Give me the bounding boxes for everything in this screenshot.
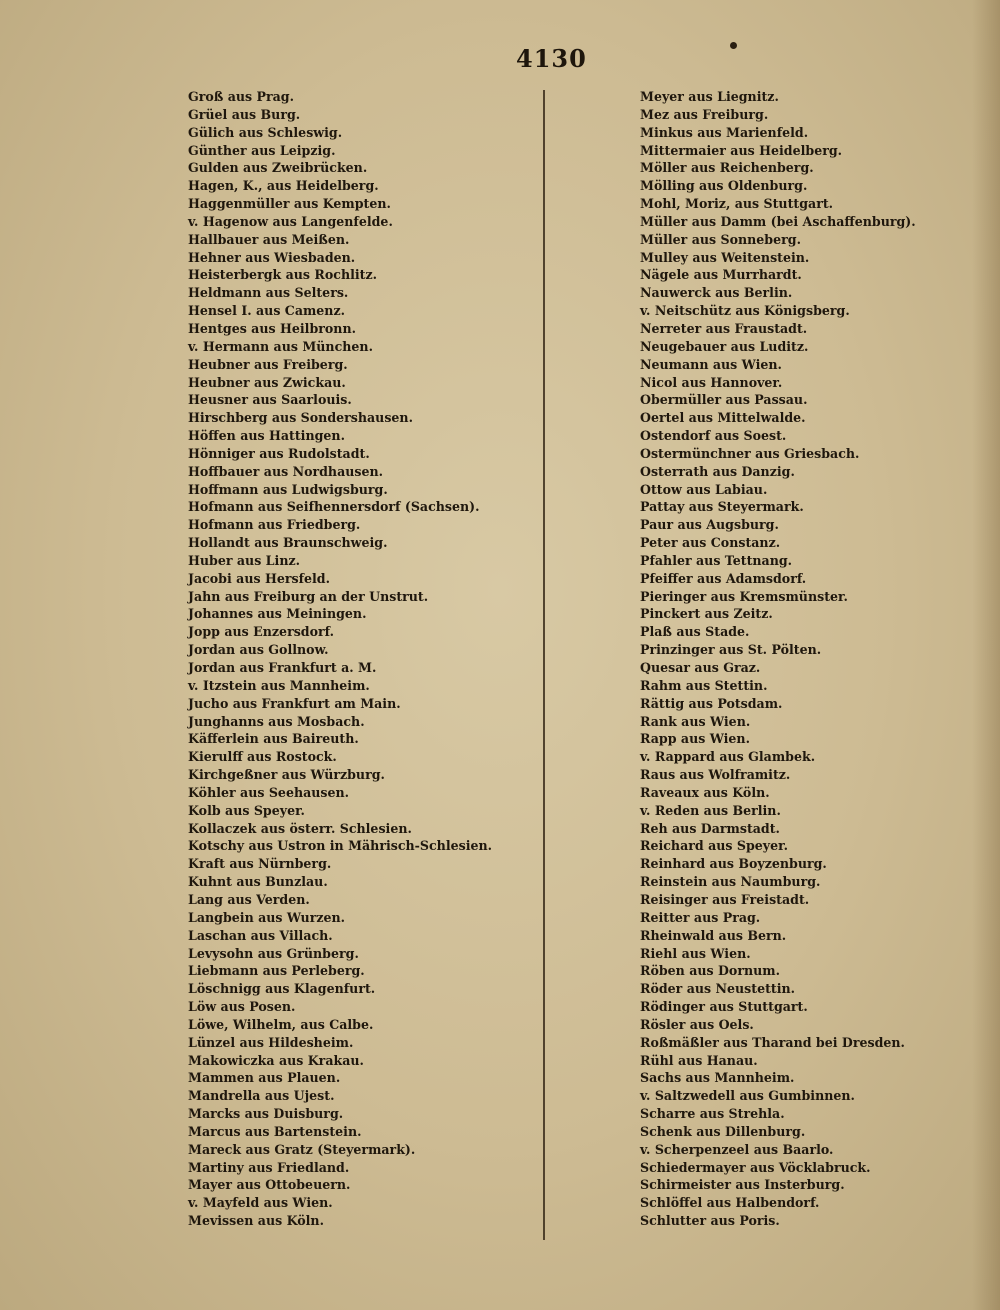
name-entry: Gulden aus Zweibrücken. [188, 160, 368, 176]
name-entry: v. Itzstein aus Mannheim. [188, 677, 370, 693]
name-entry: Mittermaier aus Heidelberg. [640, 142, 843, 158]
name-entry: Hensel I. aus Camenz. [188, 303, 346, 319]
name-entry: Plaß aus Stade. [640, 624, 750, 640]
name-entry: Hehner aus Wiesbaden. [188, 249, 356, 265]
name-entry: Mölling aus Oldenburg. [640, 178, 808, 194]
name-entry: Mareck aus Gratz (Steyermark). [188, 1141, 416, 1157]
name-entry: Rühl aus Hanau. [640, 1052, 758, 1068]
name-entry: Pinckert aus Zeitz. [640, 606, 773, 622]
name-entry: Reisinger aus Freistadt. [640, 891, 810, 907]
name-entry: Marcus aus Bartenstein. [188, 1123, 362, 1139]
name-entry: Rättig aus Potsdam. [640, 695, 783, 711]
name-entry: Oertel aus Mittelwalde. [640, 410, 806, 426]
name-entry: Pattay aus Steyermark. [640, 499, 804, 515]
name-entry: Schlutter aus Poris. [640, 1213, 780, 1229]
name-entry: Rank aus Wien. [640, 713, 751, 729]
name-entry: Grüel aus Burg. [188, 106, 301, 122]
name-entry: Junghanns aus Mosbach. [188, 713, 365, 729]
name-entry: Raveaux aus Köln. [640, 784, 770, 800]
name-entry: Schirmeister aus Insterburg. [640, 1177, 845, 1193]
name-entry: Rödinger aus Stuttgart. [640, 999, 808, 1015]
name-entry: Quesar aus Graz. [640, 660, 761, 675]
name-entry: Martiny aus Friedland. [188, 1159, 350, 1175]
name-entry: Osterrath aus Danzig. [640, 463, 795, 479]
name-entry: Roßmäßler aus Tharand bei Dresden. [640, 1034, 905, 1050]
name-entry: Rahm aus Stettin. [640, 677, 768, 693]
name-entry: v. Hermann aus München. [188, 338, 373, 354]
name-entry: Heldmann aus Selters. [188, 285, 349, 301]
name-entry: Löschnigg aus Klagenfurt. [188, 981, 376, 997]
name-entry: Ottow aus Labiau. [640, 481, 768, 497]
name-entry: Ostermünchner aus Griesbach. [640, 445, 860, 461]
name-entry: Höffen aus Hattingen. [188, 428, 345, 444]
name-entry: Schiedermayer aus Vöcklabruck. [640, 1159, 871, 1175]
name-entry: Pfahler aus Tettnang. [640, 552, 793, 568]
name-entry: Sachs aus Mannheim. [640, 1070, 795, 1086]
name-entry: Mammen aus Plauen. [188, 1070, 341, 1086]
name-entry: Mulley aus Weitenstein. [640, 249, 810, 265]
name-entry: Peter aus Constanz. [640, 535, 781, 551]
name-entry: v. Neitschütz aus Königsberg. [640, 303, 850, 319]
name-entry: Hollandt aus Braunschweig. [188, 535, 388, 551]
name-entry: Heubner aus Freiberg. [188, 356, 348, 372]
name-entry: Lünzel aus Hildesheim. [188, 1034, 354, 1050]
name-entry: Jucho aus Frankfurt am Main. [188, 695, 401, 711]
name-entry: Rösler aus Oels. [640, 1016, 754, 1032]
name-entry: v. Reden aus Berlin. [640, 802, 781, 818]
name-entry: Jopp aus Enzersdorf. [188, 624, 334, 640]
name-entry: Heusner aus Saarlouis. [188, 392, 352, 408]
name-entry: Kraft aus Nürnberg. [188, 856, 332, 872]
ink-spot [730, 42, 737, 49]
name-entry: Riehl aus Wien. [640, 945, 751, 961]
name-entry: Löwe, Wilhelm, aus Calbe. [188, 1016, 374, 1032]
name-entry: Obermüller aus Passau. [640, 392, 808, 408]
name-entry: v. Rappard aus Glambek. [640, 749, 816, 765]
name-entry: Minkus aus Marienfeld. [640, 124, 809, 140]
name-entry: Müller aus Sonneberg. [640, 231, 801, 247]
name-entry: Röder aus Neustettin. [640, 981, 796, 997]
name-entry: Kierulff aus Rostock. [188, 749, 337, 765]
name-entry: Kuhnt aus Bunzlau. [188, 874, 328, 890]
name-entry: Mevissen aus Köln. [188, 1213, 324, 1229]
name-entry: Nerreter aus Fraustadt. [640, 320, 808, 336]
name-entry: Rheinwald aus Bern. [640, 927, 787, 943]
name-entry: Müller aus Damm (bei Aschaffenburg). [640, 213, 916, 229]
name-entry: Mayer aus Ottobeuern. [188, 1177, 351, 1193]
name-entry: Hentges aus Heilbronn. [188, 320, 356, 336]
name-entry: Laschan aus Villach. [188, 927, 333, 943]
name-entry: Nägele aus Murrhardt. [640, 267, 802, 283]
name-entry: Hallbauer aus Meißen. [188, 231, 350, 247]
name-entry: Köhler aus Seehausen. [188, 784, 350, 800]
name-entry: Reinhard aus Boyzenburg. [640, 856, 827, 872]
name-entry: Jahn aus Freiburg an der Unstrut. [188, 588, 429, 604]
column-divider [543, 90, 545, 1240]
name-entry: Kollaczek aus österr. Schlesien. [188, 820, 412, 836]
name-entry: Pfeiffer aus Adamsdorf. [640, 570, 807, 586]
name-entry: Lang aus Verden. [188, 891, 310, 907]
name-entry: Käfferlein aus Baireuth. [188, 731, 359, 747]
name-entry: Hofmann aus Friedberg. [188, 517, 361, 533]
name-entry: Günther aus Leipzig. [188, 142, 336, 158]
name-entry: Nicol aus Hannover. [640, 374, 783, 390]
name-entry: v. Scherpenzeel aus Baarlo. [640, 1141, 834, 1157]
name-entry: Reichard aus Speyer. [640, 838, 788, 854]
name-entry: Gülich aus Schleswig. [188, 124, 343, 140]
name-entry: Johannes aus Meiningen. [188, 606, 367, 622]
name-entry: Pieringer aus Kremsmünster. [640, 588, 848, 604]
name-entry: v. Hagenow aus Langenfelde. [188, 213, 393, 229]
name-entry: Reinstein aus Naumburg. [640, 874, 821, 890]
name-entry: v. Mayfeld aus Wien. [188, 1195, 333, 1211]
name-entry: Liebmann aus Perleberg. [188, 963, 365, 979]
name-entry: Levysohn aus Grünberg. [188, 945, 359, 961]
name-entry: Neumann aus Wien. [640, 356, 782, 372]
name-entry: Meyer aus Liegnitz. [640, 89, 779, 104]
name-entry: Nauwerck aus Berlin. [640, 285, 793, 301]
name-entry: Mohl, Moriz, aus Stuttgart. [640, 196, 834, 212]
name-entry: Heisterbergk aus Rochlitz. [188, 267, 378, 283]
name-entry: Hofmann aus Seifhennersdorf (Sachsen). [188, 499, 480, 515]
name-entry: Mez aus Freiburg. [640, 106, 769, 122]
name-entry: Paur aus Augsburg. [640, 517, 779, 533]
name-entry: Mandrella aus Ujest. [188, 1088, 335, 1104]
page-number: 4130 [516, 44, 587, 73]
name-entry: v. Saltzwedell aus Gumbinnen. [640, 1088, 855, 1104]
name-entry: Groß aus Prag. [188, 89, 294, 104]
name-entry: Löw aus Posen. [188, 999, 296, 1015]
name-entry: Ostendorf aus Soest. [640, 428, 787, 444]
name-entry: Raus aus Wolframitz. [640, 767, 791, 783]
name-entry: Heubner aus Zwickau. [188, 374, 346, 390]
name-entry: Jacobi aus Hersfeld. [188, 570, 330, 586]
name-entry: Röben aus Dornum. [640, 963, 780, 979]
name-entry: Jordan aus Frankfurt a. M. [188, 660, 377, 675]
name-entry: Hoffbauer aus Nordhausen. [188, 463, 384, 479]
name-entry: Möller aus Reichenberg. [640, 160, 814, 176]
name-entry: Hönniger aus Rudolstadt. [188, 445, 370, 461]
name-entry: Langbein aus Wurzen. [188, 909, 346, 925]
name-entry: Kolb aus Speyer. [188, 802, 305, 818]
name-entry: Hagen, K., aus Heidelberg. [188, 178, 379, 194]
name-entry: Reh aus Darmstadt. [640, 820, 780, 836]
name-entry: Jordan aus Gollnow. [188, 642, 329, 658]
name-entry: Neugebauer aus Luditz. [640, 338, 809, 354]
name-entry: Kotschy aus Ustron in Mährisch-Schlesien. [188, 838, 493, 854]
name-entry: Prinzinger aus St. Pölten. [640, 642, 822, 658]
name-entry: Schenk aus Dillenburg. [640, 1123, 806, 1139]
name-entry: Huber aus Linz. [188, 552, 301, 568]
right-name-column [640, 88, 916, 1230]
name-entry: Marcks aus Duisburg. [188, 1106, 344, 1122]
page-edge-shadow [972, 0, 1000, 1310]
name-entry: Hoffmann aus Ludwigsburg. [188, 481, 388, 497]
name-entry: Scharre aus Strehla. [640, 1106, 785, 1122]
name-entry: Schlöffel aus Halbendorf. [640, 1195, 820, 1211]
name-entry: Kirchgeßner aus Würzburg. [188, 767, 385, 783]
name-entry: Makowiczka aus Krakau. [188, 1052, 364, 1068]
name-entry: Rapp aus Wien. [640, 731, 750, 747]
name-entry: Hirschberg aus Sondershausen. [188, 410, 413, 426]
name-entry: Reitter aus Prag. [640, 909, 761, 925]
left-name-column [188, 88, 492, 1230]
name-entry: Haggenmüller aus Kempten. [188, 196, 391, 212]
